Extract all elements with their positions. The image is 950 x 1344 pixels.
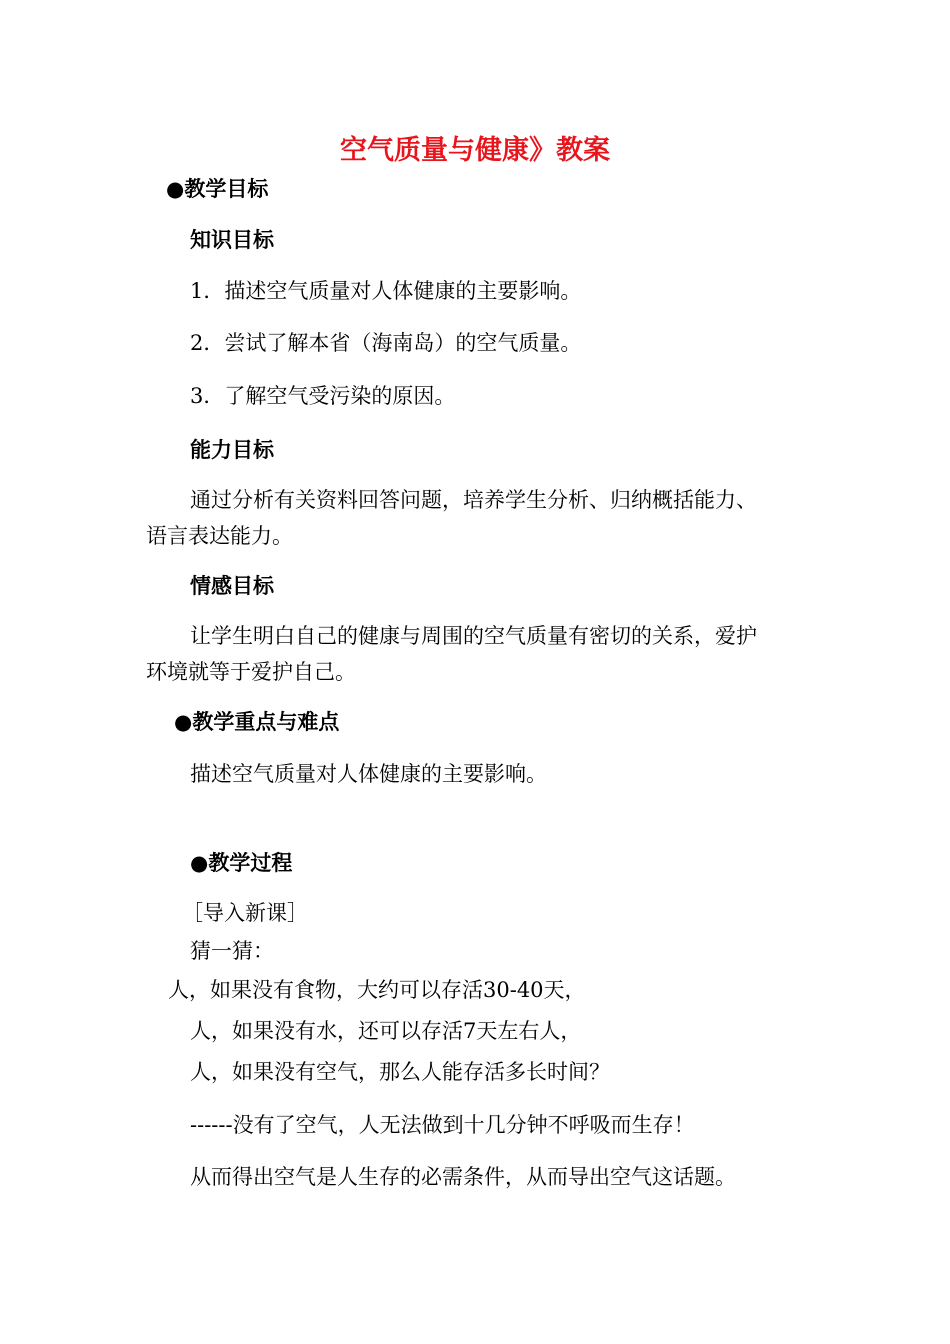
section-heading-key-points — [174, 709, 339, 735]
guess-label: 猜一猜： — [190, 939, 274, 963]
knowledge-item-1: 1．描述空气质量对人体健康的主要影响。 — [190, 279, 582, 303]
document-title: 空气质量与健康》教案 — [340, 135, 610, 166]
ability-text-line-1: 通过分析有关资料回答问题，培养学生分析、归纳概括能力、 — [190, 488, 757, 512]
conclusion-line: 从而得出空气是人生存的必需条件，从而导出空气这话题。 — [190, 1165, 736, 1189]
guess-line-3: 人，如果没有空气，那么人能存活多长时间？ — [190, 1060, 610, 1084]
guess-line-2: 人，如果没有水，还可以存活7天左右人， — [190, 1019, 582, 1043]
emotion-heading: 情感目标 — [190, 574, 274, 598]
ability-heading: 能力目标 — [190, 438, 274, 462]
bullet-icon: ● — [174, 710, 193, 734]
key-heading-text: 教学重点与难点 — [192, 710, 340, 734]
knowledge-item-3: 3．了解空气受污染的原因。 — [190, 384, 456, 408]
emotion-text-line-2: 环境就等于爱护自己。 — [146, 660, 356, 684]
bullet-icon: ● — [190, 851, 209, 875]
answer-line: ------没有了空气，人无法做到十几分钟不呼吸而生存！ — [190, 1113, 695, 1137]
emotion-text-line-1: 让学生明白自己的健康与周围的空气质量有密切的关系，爱护 — [190, 624, 757, 648]
process-heading-text: 教学过程 — [208, 851, 293, 875]
section-heading-process — [190, 850, 292, 876]
ability-text-line-2: 语言表达能力。 — [146, 524, 293, 548]
bullet-icon: ● — [166, 177, 185, 201]
intro-label: ［导入新课］ — [182, 901, 308, 925]
key-points-text: 描述空气质量对人体健康的主要影响。 — [190, 762, 547, 786]
knowledge-heading: 知识目标 — [190, 228, 274, 252]
guess-line-1: 人，如果没有食物，大约可以存活30-40天， — [168, 978, 586, 1002]
section-heading-goals — [166, 176, 268, 202]
knowledge-item-2: 2．尝试了解本省（海南岛）的空气质量。 — [190, 331, 582, 355]
goals-heading-text: 教学目标 — [184, 177, 269, 201]
